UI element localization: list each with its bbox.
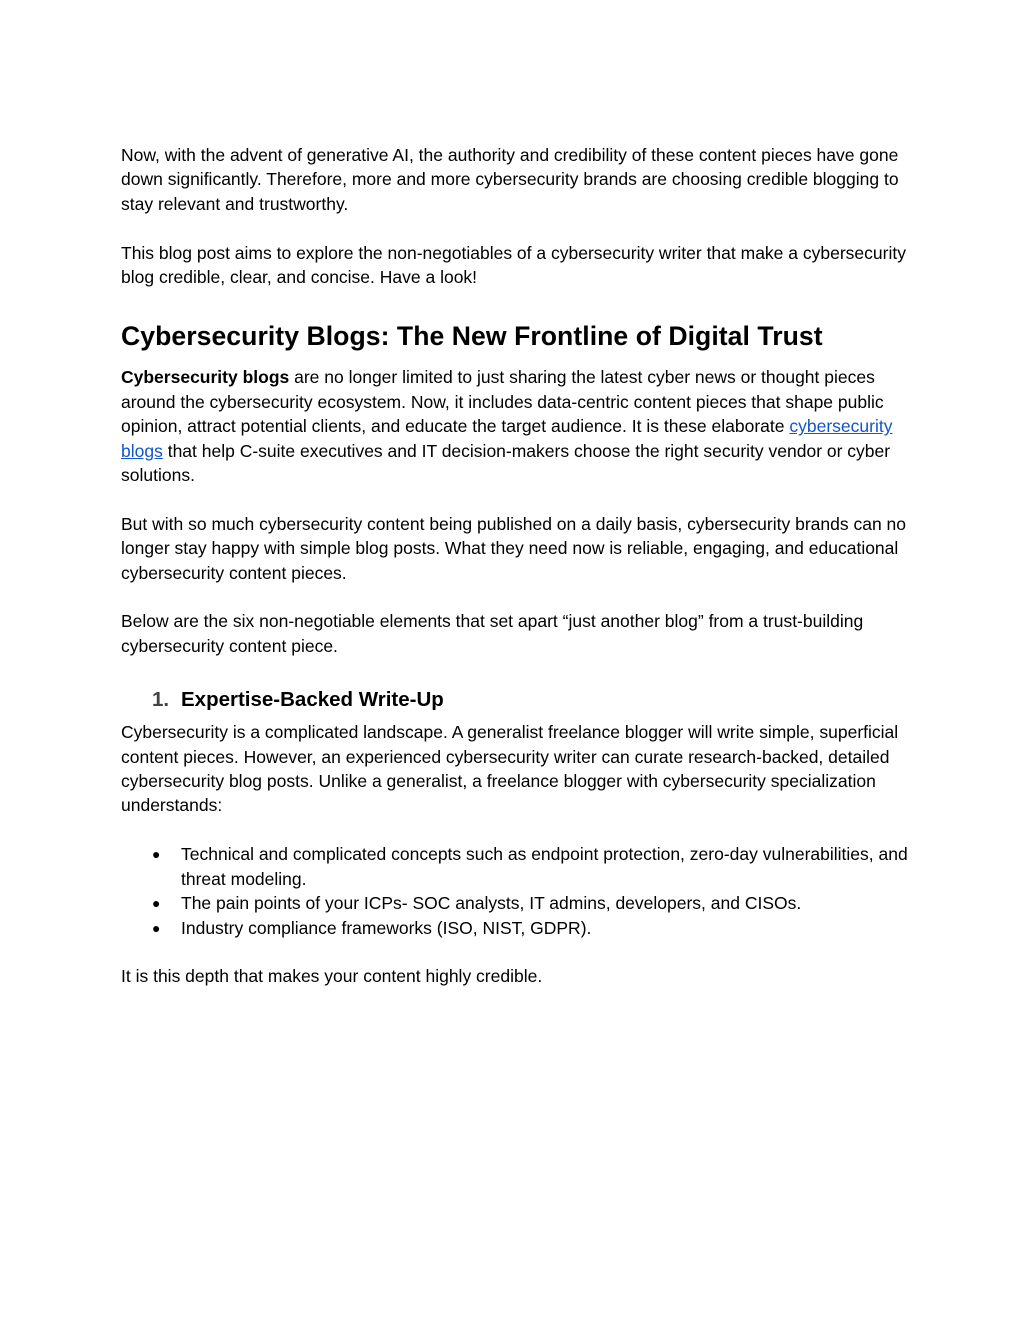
list-item-text: Industry compliance frameworks (ISO, NIST, GDPR). (181, 917, 592, 938)
intro-paragraph-1: Now, with the advent of generative AI, the authority and credibility of these content pieces have gone down significantly. Therefore, more and more cybersecurity brands are choosing credible blogging to stay relevant and trustworthy. (121, 145, 899, 214)
bullet-icon: ● (152, 846, 161, 863)
list-item-text: Technical and complicated concepts such as endpoint protection, zero-day vulnerabilities, and threat modeling. (181, 844, 908, 889)
intro-paragraph-2: This blog post aims to explore the non-negotiables of a cybersecurity writer that make a cybersecurity blog credible, clear, and concise. Have a look! (121, 242, 906, 288)
list-number: 1. (152, 688, 170, 712)
paragraph-text-b: that help C-suite executives and IT decision-makers choose the right security vendor or cyber solutions. (121, 440, 891, 486)
subsection-title: Expertise-Backed Write-Up (181, 688, 444, 712)
cybersecurity-blogs-link[interactable]: cybersecurity blogs (121, 416, 893, 461)
section-paragraph-1 (121, 365, 911, 487)
section-heading: Cybersecurity Blogs: The New Frontline of Digital Trust (121, 321, 823, 352)
document-page (121, 143, 911, 989)
section-paragraph-3: Below are the six non-negotiable elements that set apart “just another blog” from a trust-building cybersecurity content piece. (121, 611, 864, 656)
list-item (121, 842, 911, 891)
subsection-heading (121, 686, 911, 714)
paragraph-text-a: are no longer limited to just sharing the latest cyber news or thought pieces around the cybersecurity ecosystem. Now, it includes data-centric content pieces that shape public opinion, attract potential clients, and educate the target audience. It is these elaborate (121, 367, 884, 437)
bullet-icon: ● (152, 919, 161, 936)
section-heading-wrap (121, 319, 911, 353)
list-item (121, 891, 911, 915)
closing-paragraph: It is this depth that makes your content highly credible. (121, 966, 543, 987)
section-paragraph-2: But with so much cybersecurity content being published on a daily basis, cybersecurity brands can no longer stay happy with simple blog posts. What they need now is reliable, engaging, and educational cybersecurity content pieces. (121, 513, 907, 583)
list-item-text: The pain points of your ICPs- SOC analysts, IT admins, developers, and CISOs. (181, 893, 802, 914)
list-item (121, 916, 911, 940)
bold-lead: Cybersecurity blogs (121, 367, 290, 388)
subsection-paragraph: Cybersecurity is a complicated landscape. A generalist freelance blogger will write simple, superficial content pieces. However, an experienced cybersecurity writer can curate research-backed, detailed cybersecurity blog posts. Unlike a generalist, a freelance blogger with cybersecurity specialization understands: (121, 722, 899, 816)
bullet-list (121, 842, 911, 940)
bullet-icon: ● (152, 895, 161, 912)
